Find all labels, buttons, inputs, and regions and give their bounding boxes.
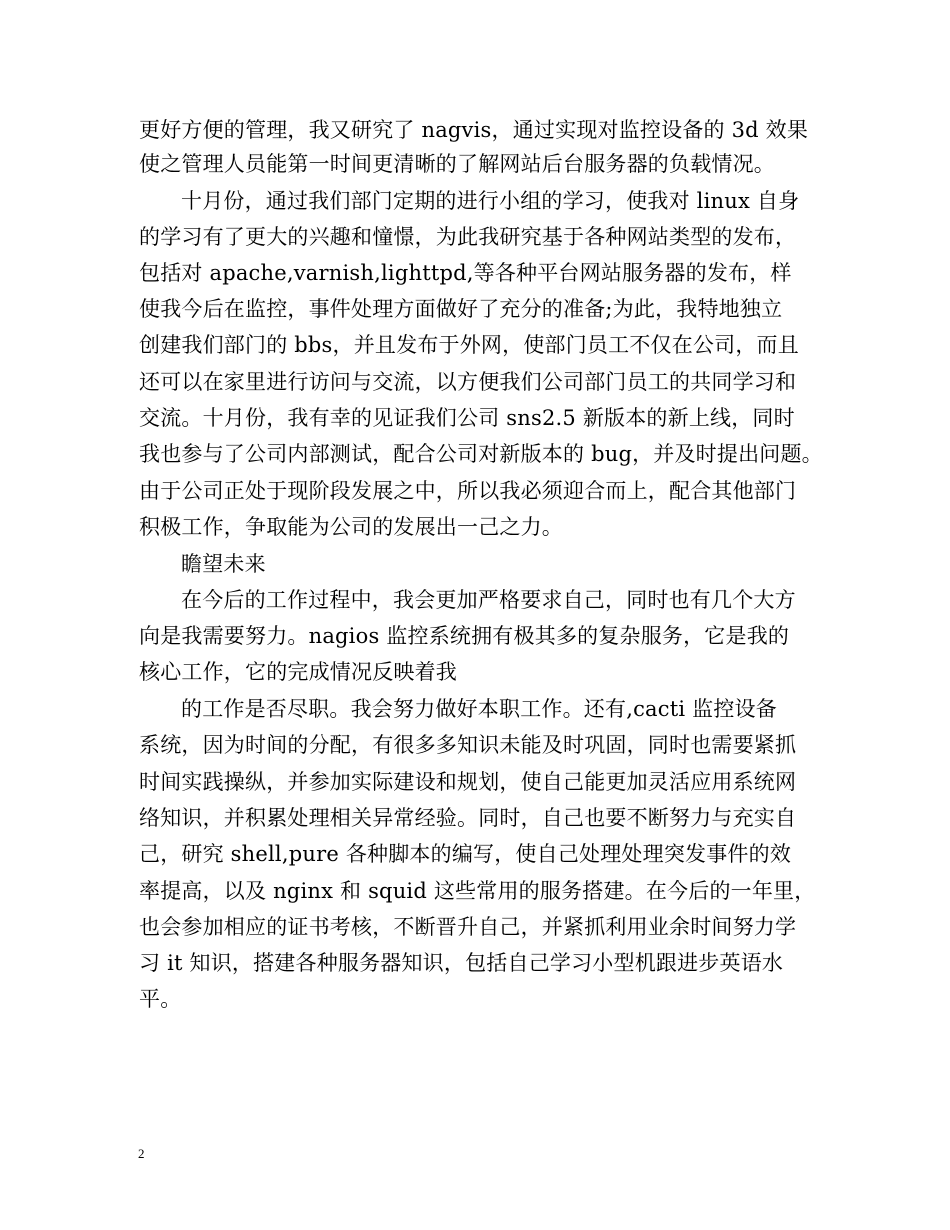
text-line: 由于公司正处于现阶段发展之中，所以我必须迎合而上，配合其他部门	[139, 479, 797, 503]
text-line: 创建我们部门的 bbs，并且发布于外网，使部门员工不仅在公司，而且	[139, 333, 799, 357]
text-line: 习 it 知识，搭建各种服务器知识，包括自己学习小型机跟进步英语水	[139, 951, 784, 975]
text-line: 核心工作，它的完成情况反映着我	[139, 660, 457, 684]
text-line: 己，研究 shell,pure 各种脚本的编写，使自己处理处理突发事件的效	[139, 842, 792, 866]
text-line: 的工作是否尽职。我会努力做好本职工作。还有,cacti 监控设备	[181, 697, 777, 721]
text-line: 还可以在家里进行访问与交流，以方便我们公司部门员工的共同学习和	[139, 370, 797, 394]
text-line: 向是我需要努力。nagios 监控系统拥有极其多的复杂服务，它是我的	[139, 624, 790, 648]
text-line: 率提高，以及 nginx 和 squid 这些常用的服务搭建。在今后的一年里，	[139, 879, 816, 903]
text-line: 系统，因为时间的分配，有很多多知识未能及时巩固，同时也需要紧抓	[139, 733, 797, 757]
text-line: 使之管理人员能第一时间更清晰的了解网站后台服务器的负载情况。	[139, 152, 775, 176]
section-heading: 瞻望未来	[181, 552, 266, 576]
text-line: 的学习有了更大的兴趣和憧憬，为此我研究基于各种网站类型的发布，	[139, 225, 797, 249]
text-line: 使我今后在监控，事件处理方面做好了充分的准备;为此，我特地独立	[139, 297, 783, 321]
text-line: 也会参加相应的证书考核，不断晋升自己，并紧抓利用业余时间努力学	[139, 915, 797, 939]
text-line: 交流。十月份，我有幸的见证我们公司 sns2.5 新版本的新上线，同时	[139, 406, 795, 430]
text-line: 积极工作，争取能为公司的发展出一己之力。	[139, 515, 563, 539]
text-line: 在今后的工作过程中，我会更加严格要求自己，同时也有几个大方	[181, 588, 796, 612]
text-line: 时间实践操纵，并参加实际建设和规划，使自己能更加灵活应用系统网	[139, 770, 797, 794]
text-line: 十月份，通过我们部门定期的进行小组的学习，使我对 linux 自身	[181, 189, 800, 213]
text-line: 包括对 apache,varnish,lighttpd,等各种平台网站服务器的发布，样	[139, 261, 792, 285]
text-line: 更好方便的管理，我又研究了 nagvis，通过实现对监控设备的 3d 效果	[139, 118, 809, 142]
text-line: 平。	[139, 987, 182, 1011]
text-line: 络知识，并积累处理相关异常经验。同时，自己也要不断努力与充实自	[139, 806, 797, 830]
page-number: 2	[138, 1146, 145, 1161]
text-line: 我也参与了公司内部测试，配合公司对新版本的 bug，并及时提出问题。	[139, 442, 823, 466]
